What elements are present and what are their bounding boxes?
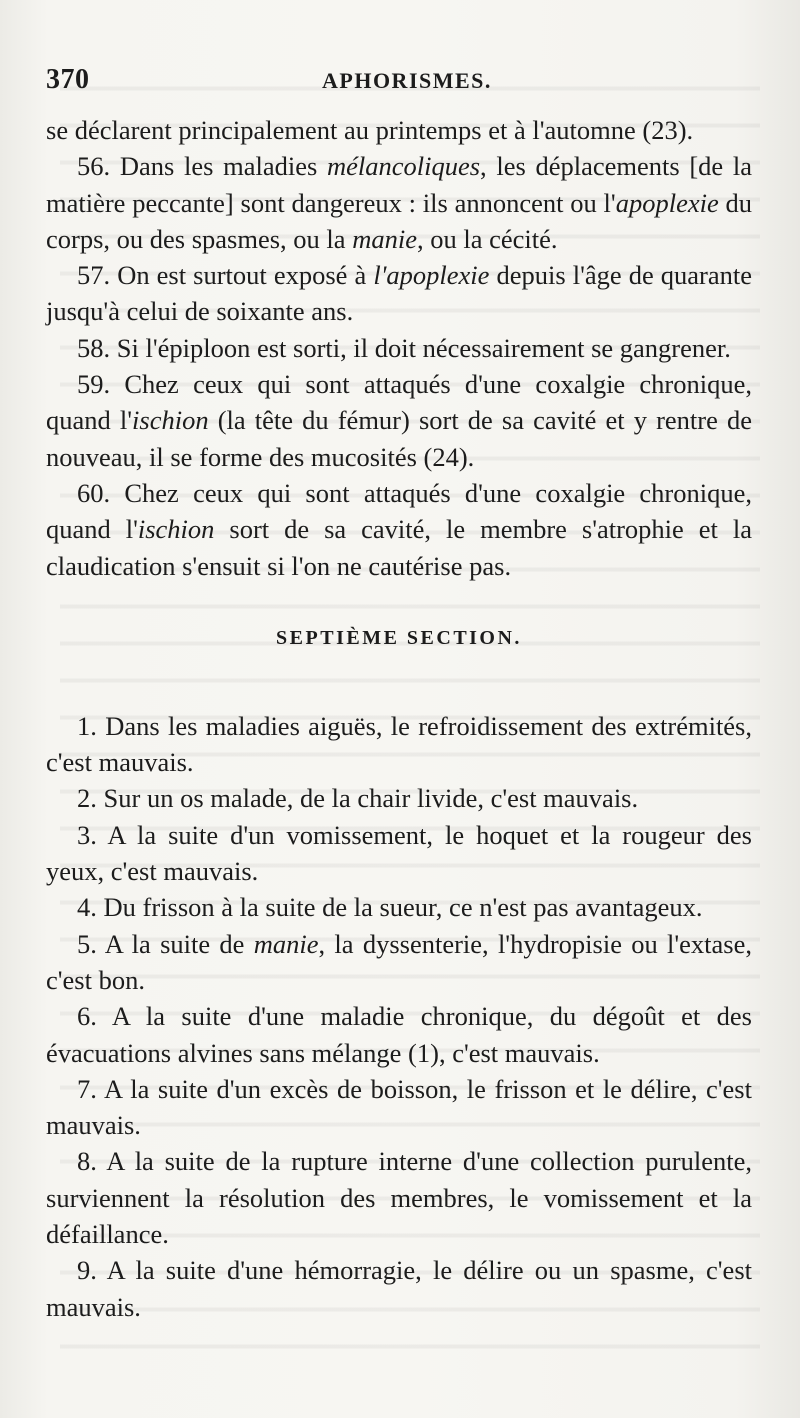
aphorism-number: 7.: [77, 1073, 97, 1104]
aphorism-59: 59. Chez ceux qui sont attaqués d'une coxalgie chronique, quand l'ischion (la tête du fémur) sort de sa cavité et y rentre de nouveau, il se forme des mucosités (24).: [46, 369, 753, 472]
italic-term: manie: [352, 223, 417, 254]
aphorism-s7-8: 8. A la suite de la rupture interne d'une collection purulente, surviennent la résolution des membres, le vomissement et la défaillance.: [46, 1146, 752, 1250]
italic-term: ischion: [137, 514, 215, 545]
aphorism-s7-6: 6. A la suite d'une maladie chronique, du dégoût et des évacuations alvines sans mélange (1), c'est mauvais.: [46, 1001, 752, 1068]
aphorism-56: 56. Dans les maladies mélancoliques, les déplacements [de la matière peccante] sont dangereux : ils annoncent ou l'apoplexie du corps, ou des spasmes, ou la manie, ou la cécité.: [46, 151, 753, 254]
aphorism-number: 56.: [77, 151, 111, 182]
italic-term: apoplexie: [615, 187, 719, 218]
aphorism-number: 60.: [77, 477, 111, 508]
running-head: APHORISMES.: [322, 68, 492, 93]
aphorism-number: 59.: [77, 369, 111, 400]
aphorism-number: 6.: [77, 1001, 97, 1032]
aphorism-s7-2: 2. Sur un os malade, de la chair livide, c'est mauvais.: [77, 783, 639, 814]
aphorism-s7-4: 4. Du frisson à la suite de la sueur, ce n'est pas avantageux.: [77, 892, 703, 923]
aphorism-number: 4.: [77, 892, 97, 923]
aphorism-number: 9.: [77, 1255, 97, 1286]
aphorism-s7-1: 1. Dans les maladies aiguës, le refroidissement des extrémités, c'est mauvais.: [46, 710, 752, 778]
aphorism-number: 1.: [77, 710, 97, 741]
aphorism-number: 8.: [77, 1146, 97, 1177]
aphorism-s7-3: 3. A la suite d'un vomissement, le hoquet et la rougeur des yeux, c'est mauvais.: [46, 819, 752, 887]
italic-term: manie: [253, 928, 319, 959]
aphorism-57: 57. On est surtout exposé à l'apoplexie depuis l'âge de quarante jusqu'à celui de soixante ans.: [46, 260, 753, 327]
italic-term: mélancoliques: [326, 151, 481, 182]
italic-term: l'apoplexie: [373, 260, 490, 291]
continuation-paragraph: se déclarent principalement au printemps et à l'automne (23).: [46, 115, 694, 145]
page-number: 370: [46, 64, 90, 95]
aphorism-number: 57.: [77, 260, 111, 291]
aphorism-number: 3.: [77, 819, 97, 850]
section-title: SEPTIÈME SECTION.: [276, 626, 522, 649]
aphorism-number: 2.: [77, 783, 97, 814]
body-text: [46, 112, 752, 1325]
aphorism-number: 58.: [77, 332, 111, 363]
section-gap: [46, 656, 752, 708]
aphorism-number: 5.: [77, 928, 97, 959]
italic-term: ischion: [132, 405, 209, 436]
aphorism-s7-9: 9. A la suite d'une hémorragie, le délire ou un spasme, c'est mauvais.: [46, 1255, 752, 1322]
page-header: [46, 64, 751, 100]
aphorism-s7-5: 5. A la suite de manie, la dyssenterie, l'hydropisie ou l'extase, c'est bon.: [46, 928, 753, 995]
aphorism-s7-7: 7. A la suite d'un excès de boisson, le frisson et le délire, c'est mauvais.: [46, 1073, 752, 1141]
aphorism-58: 58. Si l'épiploon est sorti, il doit nécessairement se gangrener.: [77, 332, 731, 363]
section-gap: [46, 584, 752, 620]
aphorism-60: 60. Chez ceux qui sont attaqués d'une coxalgie chronique, quand l'ischion sort de sa cavité, le membre s'atrophie et la claudication s'ensuit si l'on ne cautérise pas.: [46, 477, 753, 581]
